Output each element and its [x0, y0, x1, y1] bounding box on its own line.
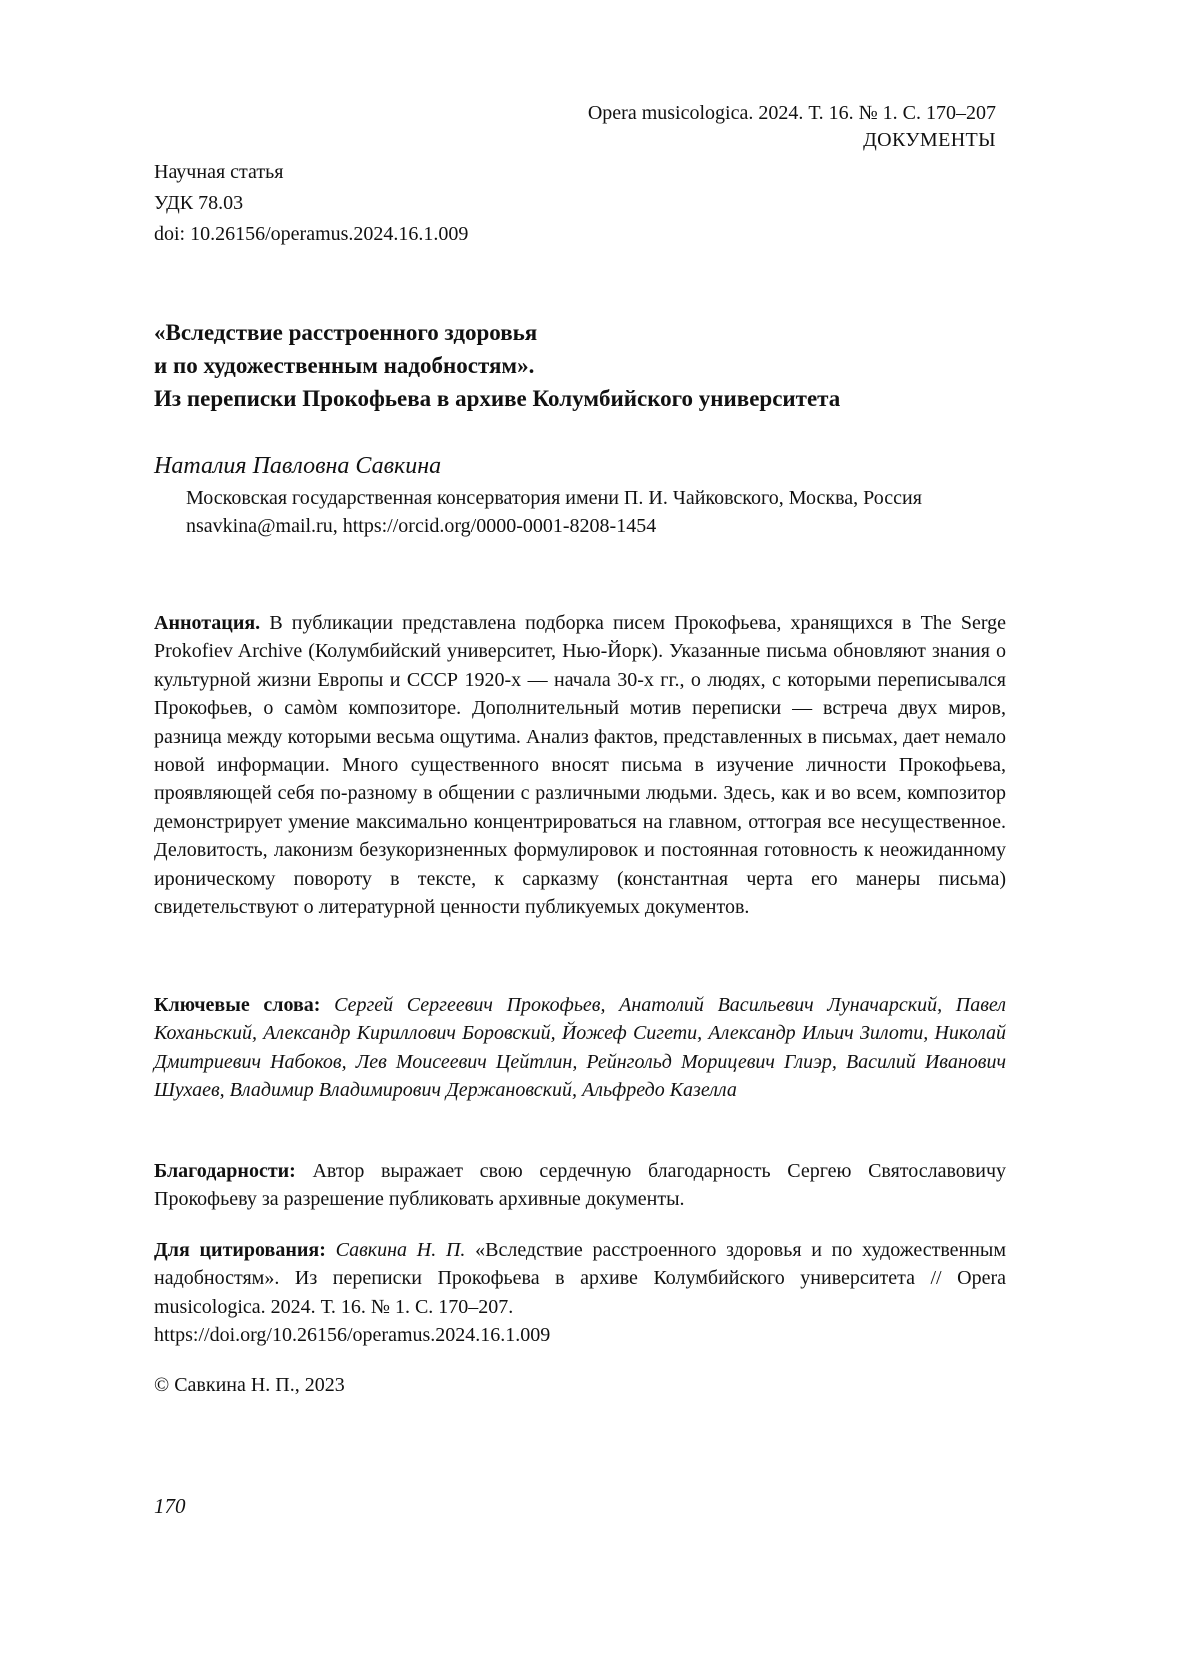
title-line: Из переписки Прокофьева в архиве Колумбийского университета: [154, 386, 841, 411]
abstract: [154, 609, 1006, 921]
copyright-notice: © Савкина Н. П., 2023: [154, 1374, 345, 1396]
citation-author: Савкина Н. П.: [335, 1239, 466, 1261]
author-contacts[interactable]: nsavkina@mail.ru, https://orcid.org/0000-0001-8208-1454: [186, 515, 657, 537]
citation-text: «Вследствие расстроенного здоровья и по художественным надобностям». Из переписки Прокофьева в архиве Колумбийского университета // Opera musicologica. 2024. Т. 16. № 1. С. 170–207.: [154, 1239, 1007, 1318]
article-title: [154, 316, 1054, 415]
running-header: [588, 100, 996, 154]
keywords: [154, 991, 1006, 1105]
title-line: и по художественным надобностям».: [154, 353, 535, 378]
keywords-text: Сергей Сергеевич Прокофьев, Анатолий Васильевич Луначарский, Павел Коханьский, Александр Кириллович Боровский, Йожеф Сигети, Александр Ильич Зилоти, Николай Дмитриевич Набоков, Лев Моисеевич Цейтлин, Рейнгольд Морицевич Глиэр, Василий Иванович Шухаев, Владимир Владимирович Держановский, Альфредо Казелла: [154, 994, 1007, 1102]
article-type: Научная статья: [154, 161, 284, 183]
citation: [154, 1236, 1006, 1350]
citation-label: Для цитирования:: [154, 1239, 326, 1261]
section-name: ДОКУМЕНТЫ: [863, 129, 996, 151]
journal-reference: Opera musicologica. 2024. Т. 16. № 1. С. 170–207: [587, 102, 996, 124]
author-name: Наталия Павловна Савкина: [154, 453, 442, 479]
acknowledgements-label: Благодарности:: [154, 1160, 296, 1182]
author-affiliation-block: [186, 484, 1006, 540]
citation-doi-url[interactable]: https://doi.org/10.26156/operamus.2024.16.1.009: [154, 1324, 551, 1347]
keywords-label: Ключевые слова:: [154, 994, 321, 1016]
title-line: «Вследствие расстроенного здоровья: [154, 320, 538, 345]
page-number: 170: [154, 1494, 186, 1518]
doi-link[interactable]: doi: 10.26156/operamus.2024.16.1.009: [154, 223, 469, 245]
abstract-label: Аннотация.: [154, 612, 261, 634]
udk-code: УДК 78.03: [154, 192, 244, 214]
abstract-text: В публикации представлена подборка писем Прокофьева, хранящихся в The Serge Prokofiev Archive (Колумбийский университет, Нью-Йорк). Указанные письма обновляют знания о культурной жизни Европы и СССР 1920-х — начала 30-х гг., о людях, с которыми переписывался Прокофьев, о самòм композиторе. Дополнительный мотив переписки — встреча двух миров, разница между которыми весьма ощутима. Анализ фактов, представленных в письмах, дает немало новой информации. Много существенного вносят письма в изучение личности Прокофьева, проявляющей себя по-разному в общении с различными людьми. Здесь, как и во всем, композитор демонстрирует умение максимально концентрироваться на главном, оттограя все несущественное. Деловитость, лаконизм безукоризненных формулировок и постоянная готовность к неожиданному ироническому повороту в тексте, к сарказму (константная черта его манеры письма) свидетельствуют о литературной ценности публикуемых документов.: [154, 612, 1006, 919]
acknowledgements: [154, 1157, 1006, 1214]
author-affiliation: Московская государственная консерватория имени П. И. Чайковского, Москва, Россия: [186, 487, 922, 509]
article-meta: [154, 157, 468, 250]
acknowledgements-text: Автор выражает свою сердечную благодарность Сергею Святославовичу Прокофьеву за разрешение публиковать архивные документы.: [154, 1160, 1007, 1211]
